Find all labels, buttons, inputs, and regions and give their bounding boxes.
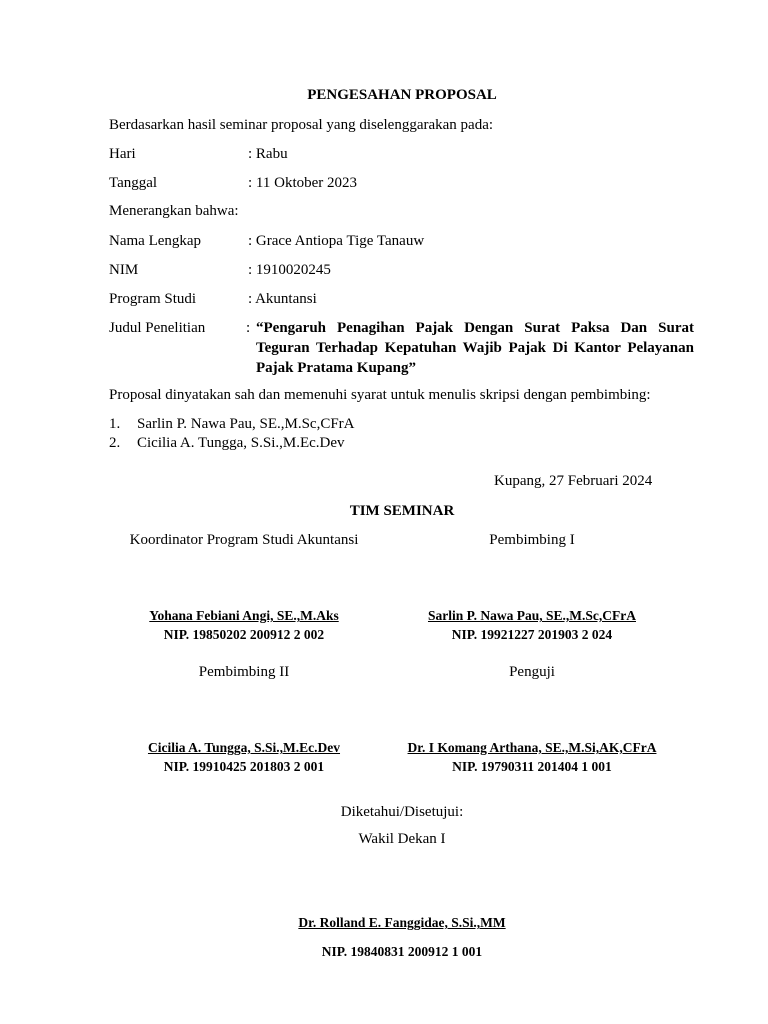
koordinator-name: Yohana Febiani Angi, SE.,M.Aks <box>149 608 339 623</box>
penguji-nip: NIP. 19790311 201404 1 001 <box>452 759 612 774</box>
approval-nip: NIP. 19840831 200912 1 001 <box>321 944 483 959</box>
role-pembimbing2: Pembimbing II <box>198 664 290 680</box>
judul-colon: : <box>246 320 251 336</box>
approval-role: Wakil Dekan I <box>358 831 446 847</box>
nim-value: : 1910020245 <box>248 262 331 278</box>
statement-text: Proposal dinyatakan sah dan memenuhi syarat untuk menulis skripsi dengan pembimbing: <box>109 387 651 403</box>
pembimbing1-nip: NIP. 19921227 201903 2 024 <box>451 627 613 642</box>
hari-label: Hari <box>109 146 136 162</box>
nim-label: NIM <box>109 262 139 278</box>
nama-value: : Grace Antiopa Tige Tanauw <box>248 233 425 249</box>
tim-seminar-heading: TIM SEMINAR <box>349 503 455 519</box>
tanggal-label: Tanggal <box>109 175 158 191</box>
page-title: PENGESAHAN PROPOSAL <box>307 87 497 103</box>
supervisor-num-2: 2. <box>109 435 121 451</box>
role-koordinator: Koordinator Program Studi Akuntansi <box>129 532 359 548</box>
pembimbing1-name: Sarlin P. Nawa Pau, SE.,M.Sc,CFrA <box>427 608 636 623</box>
pembimbing2-nip: NIP. 19910425 201803 2 001 <box>163 759 325 774</box>
supervisor-name-2: Cicilia A. Tungga, S.Si.,M.Ec.Dev <box>137 435 345 451</box>
place-date: Kupang, 27 Februari 2024 <box>494 473 653 489</box>
supervisor-name-1: Sarlin P. Nawa Pau, SE.,M.Sc,CFrA <box>137 416 355 432</box>
supervisor-num-1: 1. <box>109 416 121 432</box>
prodi-value: : Akuntansi <box>248 291 317 307</box>
intro-text: Berdasarkan hasil seminar proposal yang diselenggarakan pada: <box>109 117 494 133</box>
approval-name: Dr. Rolland E. Fanggidae, S.Si.,MM <box>298 915 506 930</box>
judul-label: Judul Penelitian <box>109 320 206 336</box>
menerangkan-text: Menerangkan bahwa: <box>109 203 239 219</box>
nama-label: Nama Lengkap <box>109 233 202 249</box>
approval-label: Diketahui/Disetujui: <box>340 804 464 820</box>
tanggal-value: : 11 Oktober 2023 <box>248 175 358 191</box>
judul-value: “Pengaruh Penagihan Pajak Dengan Surat Paksa Dan Surat Teguran Terhadap Kepatuhan Wajib Pajak Di Kantor Pelayanan Pajak Pratama Kupang” <box>256 320 694 376</box>
koordinator-nip: NIP. 19850202 200912 2 002 <box>163 627 325 642</box>
role-penguji: Penguji <box>509 664 555 680</box>
hari-value: : Rabu <box>248 146 288 162</box>
prodi-label: Program Studi <box>109 291 197 307</box>
pembimbing2-name: Cicilia A. Tungga, S.Si.,M.Ec.Dev <box>147 740 341 755</box>
penguji-name: Dr. I Komang Arthana, SE.,M.Si,AK,CFrA <box>407 740 657 755</box>
role-pembimbing1: Pembimbing I <box>489 532 575 548</box>
